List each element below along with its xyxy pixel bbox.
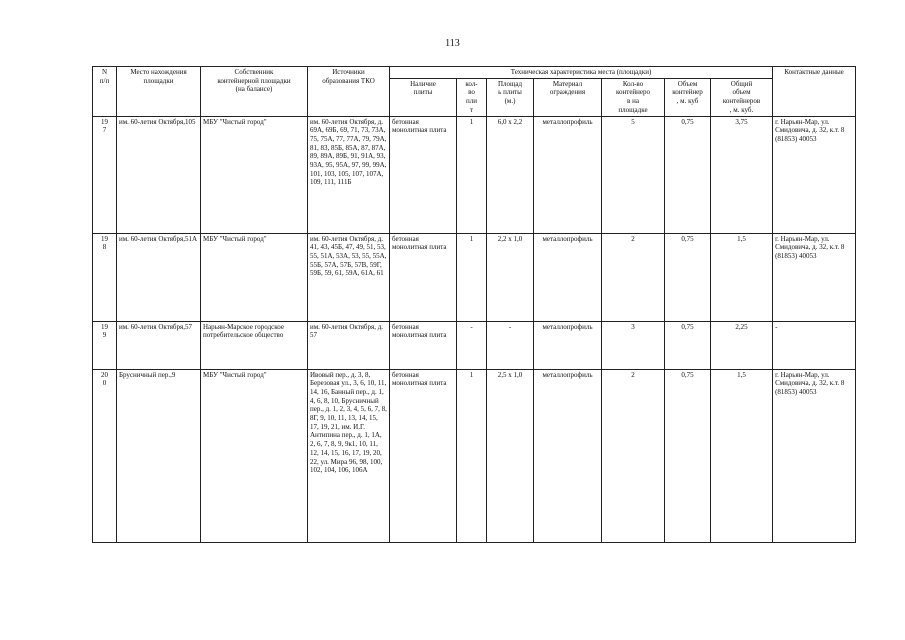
row-total-volume: 1,5 bbox=[711, 233, 773, 321]
row-num: 19 9 bbox=[93, 321, 117, 369]
row-fence: металлопрофиль bbox=[534, 233, 602, 321]
header-fence: Материал ограждения bbox=[534, 78, 602, 116]
row-owner: МБУ "Чистый город" bbox=[201, 116, 308, 233]
row-containers: 2 bbox=[602, 369, 665, 542]
page-number: 113 bbox=[445, 38, 460, 49]
row-plates-count: - bbox=[457, 321, 487, 369]
row-sources: им. 60-летия Октября, д. 57 bbox=[308, 321, 390, 369]
row-sources: им. 60-летия Октября, д. 69А, 69Б, 69, 71, 73, 73А, 75, 75А, 77, 77А, 79, 79А, 81, 83, 85Б, 85А, 87, 87А, 89, 89А, 89Б, 91, 91А, 93, 93А, 95, 95А, 97, 99, 99А, 101, 103, 105, 107, 107А, 109, 111, 111Б bbox=[308, 116, 390, 233]
header-containers: Кол-во контейнеро в на площадке bbox=[602, 78, 665, 116]
row-plates-count: 1 bbox=[457, 233, 487, 321]
header-row-main bbox=[93, 67, 856, 79]
row-container-volume: 0,75 bbox=[665, 369, 711, 542]
registry-table bbox=[92, 66, 856, 543]
row-containers: 3 bbox=[602, 321, 665, 369]
header-container-volume: Объем контейнер , м. куб bbox=[665, 78, 711, 116]
row-location: им. 60-летия Октября,57 bbox=[117, 321, 201, 369]
row-contacts: - bbox=[773, 321, 856, 369]
row-contacts: г. Нарьян-Мар, ул. Смидовича, д. 32, к.т. 8 (81853) 40053 bbox=[773, 116, 856, 233]
row-location: им. 60-летия Октября,105 bbox=[117, 116, 201, 233]
row-owner: МБУ "Чистый город" bbox=[201, 369, 308, 542]
row-sources: им. 60-летия Октября, д. 41, 43, 45Б, 47, 49, 51, 53, 55, 51А, 53А, 53, 55, 55А, 55Б, 57А, 57Б, 57В, 59Г, 59Б, 59, 61, 59А, 61А, 61 bbox=[308, 233, 390, 321]
row-total-volume: 3,75 bbox=[711, 116, 773, 233]
row-plate: бетонная монолитная плита bbox=[390, 116, 457, 233]
table-row bbox=[93, 321, 856, 369]
header-sources: Источники образования ТКО bbox=[308, 67, 390, 117]
row-num: 20 0 bbox=[93, 369, 117, 542]
row-plate-area: 2,5 х 1,0 bbox=[487, 369, 534, 542]
row-total-volume: 2,25 bbox=[711, 321, 773, 369]
header-plate: Наличие плиты bbox=[390, 78, 457, 116]
row-plate-area: 2,2 х 1,0 bbox=[487, 233, 534, 321]
row-plate-area: 6,0 х 2,2 bbox=[487, 116, 534, 233]
row-containers: 2 bbox=[602, 233, 665, 321]
row-num: 19 7 bbox=[93, 116, 117, 233]
row-fence: металлопрофиль bbox=[534, 116, 602, 233]
row-location: им. 60-летия Октября,51А bbox=[117, 233, 201, 321]
table-row bbox=[93, 116, 856, 233]
row-fence: металлопрофиль bbox=[534, 321, 602, 369]
row-fence: металлопрофиль bbox=[534, 369, 602, 542]
row-plates-count: 1 bbox=[457, 116, 487, 233]
row-owner: МБУ "Чистый город" bbox=[201, 233, 308, 321]
header-num: N п/п bbox=[93, 67, 117, 117]
row-plate: бетонная монолитная плита bbox=[390, 369, 457, 542]
header-plates-count: кол- во пли т bbox=[457, 78, 487, 116]
row-plates-count: 1 bbox=[457, 369, 487, 542]
row-location: Брусничный пер.,9 bbox=[117, 369, 201, 542]
row-container-volume: 0,75 bbox=[665, 321, 711, 369]
row-container-volume: 0,75 bbox=[665, 116, 711, 233]
row-plate: бетонная монолитная плита bbox=[390, 321, 457, 369]
row-container-volume: 0,75 bbox=[665, 233, 711, 321]
row-plate-area: - bbox=[487, 321, 534, 369]
header-contacts: Контактные данные bbox=[773, 67, 856, 117]
header-total-volume: Общий объем контейнеров , м. куб. bbox=[711, 78, 773, 116]
header-tech-group: Техническая характеристика места (площадки) bbox=[390, 67, 773, 79]
row-contacts: г. Нарьян-Мар, ул. Смидовича, д. 32, к.т. 8 (81853) 40053 bbox=[773, 369, 856, 542]
row-total-volume: 1,5 bbox=[711, 369, 773, 542]
header-owner: Собственник контейнерной площадки (на балансе) bbox=[201, 67, 308, 117]
header-location: Место нахождения площадки bbox=[117, 67, 201, 117]
table-row bbox=[93, 233, 856, 321]
header-plate-area: Площад ь плиты (м.) bbox=[487, 78, 534, 116]
row-owner: Нарьян-Марское городское потребительское общество bbox=[201, 321, 308, 369]
row-containers: 5 bbox=[602, 116, 665, 233]
row-contacts: г. Нарьян-Мар, ул. Смидовича, д. 32, к.т. 8 (81853) 40053 bbox=[773, 233, 856, 321]
row-sources: Ивовый пер., д. 3, 8, Березовая ул., 3, 6, 10, 11, 14, 16, Банный пер., д. 1, 4, 6, 8, 10, Брусничный пер., д. 1, 2, 3, 4, 5, 6, 7, 8, 8Г, 9, 10, 11, 13, 14, 15, 17, 19, 21, им. И.Г. Антипина пер., д. 1, 1А, 2, 6, 7, 8, 9, 9к1, 10, 11, 12, 14, 15, 16, 17, 19, 20, 22, ул. Мира 96, 98, 100, 102, 104, 106, 106А bbox=[308, 369, 390, 542]
row-num: 19 8 bbox=[93, 233, 117, 321]
table-row bbox=[93, 369, 856, 542]
row-plate: бетонная монолитная плита bbox=[390, 233, 457, 321]
